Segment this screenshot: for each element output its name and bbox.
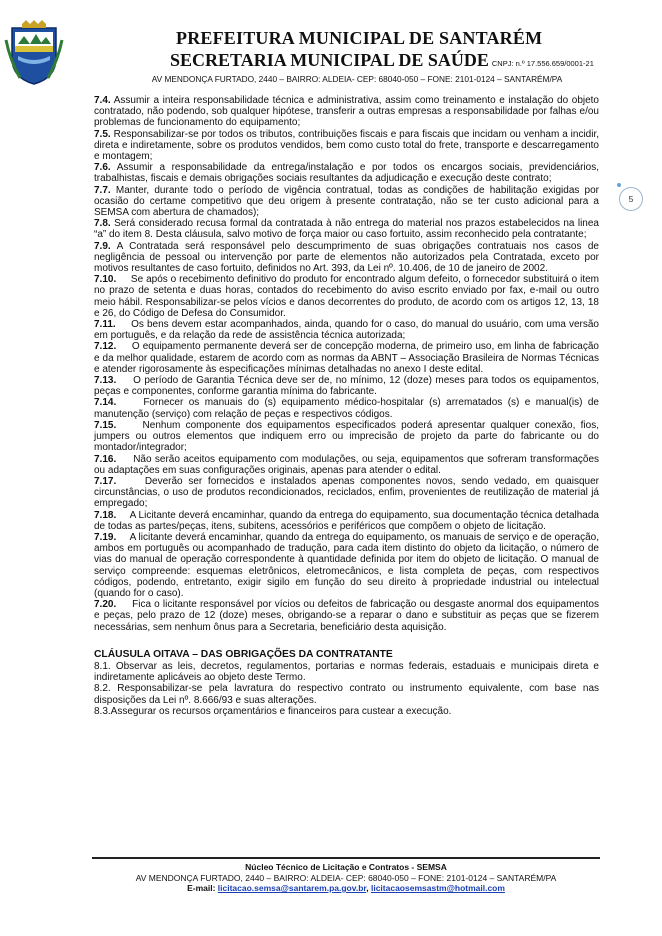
clause-text: A Contratada será responsável pelo descumprimento de suas obrigações contratuais nos casos de negligência de pessoal ou intervenção por parte de elementos não autorizados pela Contratada, exceto por motivos resultantes de caso fortuito, definidos no Art. 393, da Lei nº. 10.406, de 10 de janeiro de 2002.	[94, 240, 599, 275]
clause-text: Deverão ser fornecidos e instalados apenas componentes novos, sendo vedado, em quaisquer circunstâncias, o uso de produtos recondicionados, reciclados, enfim, provenientes de reutilização de material já empregado;	[94, 475, 599, 510]
clause-item	[94, 341, 599, 375]
clause-text: Assumir a inteira responsabilidade técnica e administrativa, assim como treinamento e instalação do objeto contratado, não podendo, sob qualquer hipótese, transferir a outras empresas a responsabilidade por falhas e/ou problemas de funcionamento do equipamento;	[94, 95, 599, 129]
municipal-crest-icon	[4, 20, 64, 86]
clause-text: Fornecer os manuais do (s) equipamento médico-hospitalar (s) arrematados (s) e manual(is) de manutenção (serviço) com relação de peças e respectivos códigos.	[94, 397, 599, 420]
clause-number: 7.10.	[94, 274, 117, 286]
section-item: 8.2. Responsabilizar-se pela lavratura do respectivo contrato ou instrumento equivalente, com base nas disposições da Lei nº. 8.666/93 e suas alterações.	[94, 683, 599, 706]
clause-item	[94, 375, 599, 397]
clause-text: Não serão aceitos equipamento com modulações, ou seja, equipamentos que sofreram transformações ou adaptações em suas configurações originais, apenas para atender o edital.	[94, 453, 599, 476]
clause-number: 7.16.	[94, 453, 117, 465]
clause-item	[94, 129, 599, 163]
email-separator: ,	[366, 883, 369, 893]
section-title: CLÁUSULA OITAVA – DAS OBRIGAÇÕES DA CONTRATANTE	[94, 648, 393, 660]
clause-item	[94, 599, 599, 633]
clause-item	[94, 162, 599, 184]
clause-number: 7.19.	[94, 531, 117, 543]
clause-number: 7.7.	[94, 184, 111, 196]
footer-department: Núcleo Técnico de Licitação e Contratos - SEMSA	[245, 862, 447, 872]
clause-number: 7.15.	[94, 419, 117, 431]
header-cnpj: CNPJ: n.º 17.556.659/0001-21	[491, 59, 594, 68]
header-secretariat: SECRETARIA MUNICIPAL DE SAÚDE	[170, 50, 489, 70]
clause-text: A Licitante deverá encaminhar, quando da entrega do equipamento, sua documentação técnica detalhada de todas as partes/peças, itens, subitens, acessórios e periféricos que compõem o objeto de licitação.	[94, 509, 599, 532]
footer	[92, 862, 600, 894]
clause-number: 7.5.	[94, 128, 111, 140]
footer-address: AV MENDONÇA FURTADO, 2440 – BAIRRO: ALDEIA- CEP: 68040-050 – FONE: 2101-0124 – SANTARÉM/PA	[135, 872, 557, 883]
clause-text: Assumir a responsabilidade da entrega/instalação e por todos os encargos sociais, previdenciários, trabalhistas, fiscais e demais obrigações sociais resultantes da adjudicação e execução deste contrato;	[94, 162, 599, 185]
clause-text: Manter, durante todo o período de vigência contratual, todas as condições de habilitação exigidas por ocasião do certame competitivo que deu origem à presente contratação, não se ter custo adicional para a SEMSA com abertura de chamados);	[94, 184, 599, 219]
header-title: PREFEITURA MUNICIPAL DE SANTARÉM	[176, 28, 543, 48]
document-body	[94, 95, 599, 717]
footer-contact	[92, 883, 600, 894]
clause-item	[94, 532, 599, 599]
page-marker-dot	[617, 183, 621, 187]
email-link-primary[interactable]: licitacao.semsa@santarem.pa.gov.br	[217, 883, 367, 893]
footer-divider	[92, 857, 600, 859]
clause-text: Responsabilizar-se por todos os tributos, contribuições fiscais e para fiscais que incidam ou venham a incidir, direta e indiretamente, sobre os produtos vendidos, bem como custo total do frete, transporte e descarregamento e montagem;	[94, 128, 599, 163]
clause-number: 7.13.	[94, 375, 117, 387]
clause-number: 7.9.	[94, 240, 111, 252]
clause-number: 7.8.	[94, 218, 111, 230]
letterhead	[92, 14, 607, 90]
clause-number: 7.18.	[94, 509, 117, 521]
clause-text: O equipamento permanente deverá ser de concepção moderna, de primeiro uso, em linha de fabricação e da melhor qualidade, estarem de acordo com as normas da ABNT – Associação Brasileira de Normas Técnicas e atender rigorosamente às especificações mínimas detalhadas no anexo I deste edital.	[94, 341, 599, 375]
clause-item	[94, 274, 599, 319]
clause-number: 7.4.	[94, 95, 111, 106]
clause-number: 7.11.	[94, 319, 116, 331]
clause-number: 7.14.	[94, 397, 117, 409]
clause-number: 7.20.	[94, 599, 117, 611]
clause-item	[94, 319, 599, 341]
section-item: 8.3.Assegurar os recursos orçamentários e financeiros para custear a execução.	[94, 705, 452, 717]
email-link-secondary[interactable]: licitacaosemsastm@hotmail.com	[370, 883, 505, 893]
section-item: 8.1. Observar as leis, decretos, regulamentos, portarias e normas federais, estaduais e municipais direta e indiretamente aplicáveis ao objeto deste Termo.	[94, 660, 599, 684]
clause-number: 7.17.	[94, 475, 117, 487]
clause-number: 7.12.	[94, 341, 117, 353]
clause-text: Fica o licitante responsável por vícios ou defeitos de fabricação ou desgaste anormal dos equipamentos e peças, pelo prazo de 12 (doze) meses, obrigando-se a reparar o dano e substituir as peças que se fizerem necessárias, sem nenhum ônus para a Secretaria, beneficiário desta aquisição.	[94, 599, 599, 633]
clause-item	[94, 218, 599, 240]
clause-text: A licitante deverá encaminhar, quando da entrega do equipamento, os manuais de serviço e de operação, ambos em português ou acompanhado de tradução, para cada item distinto do objeto da licitação, o número de vias do manual de operação correspondente à quantidade definida por item do objeto de licitação. O manual de serviço compreende: esquemas eletrônicos, eletromecânicos, e lista completa de peças, com respectivos códigos, podendo, entretanto, exigir sigilo em função do seu direito à propriedade industrial ou intelectual (quando for o caso).	[94, 531, 599, 599]
footer-email-label: E-mail:	[187, 883, 216, 893]
clause-item	[94, 510, 599, 532]
page-number: 5	[619, 187, 643, 211]
clause-item	[94, 397, 599, 419]
clause-text: Será considerado recusa formal da contratada à não entrega do material nos prazos estabelecidos na linea “a” do item 8. Desta cláusula, salvo motivo de força maior ou caso fortuito, assim reconhecido pela contratante;	[94, 218, 599, 241]
clause-number: 7.6.	[94, 162, 111, 174]
clause-item	[94, 420, 599, 454]
clause-item	[94, 241, 599, 275]
clause-text: Nenhum componente dos equipamentos especificados poderá apresentar qualquer conexão, fios, jumpers ou outros elementos que indiquem erro ou imprecisão de projeto da parte do fabricante ou do montador/integrador;	[94, 419, 599, 454]
clause-text: O período de Garantia Técnica deve ser de, no mínimo, 12 (doze) meses para todos os equipamentos, peças e componentes, conforme garantia mínima do fabricante.	[94, 375, 599, 398]
clause-item	[94, 95, 599, 129]
header-address: AV MENDONÇA FURTADO, 2440 – BAIRRO: ALDEIA- CEP: 68040-050 – FONE: 2101-0124 – SANTARÉM/PA	[151, 74, 563, 84]
clause-text: Se após o recebimento definitivo do produto for encontrado algum defeito, o fornecedor substituirá o item no prazo de setenta e duas horas, contados do recebimento do aviso escrito enviado por fax, e-mail ou outro meio hábil. Responsabilizar-se pelos vícios e danos decorrentes do produto, de acordo com os artigos 12, 13, 18 e 26, do Código de Defesa do Consumidor.	[94, 274, 599, 319]
clause-item	[94, 476, 599, 510]
header-subtitle	[170, 50, 594, 71]
clause-text: Os bens devem estar acompanhados, ainda, quando for o caso, do manual do usuário, com uma versão em português, e da relação da rede de assistência técnica autorizada;	[94, 319, 599, 342]
clause-item	[94, 185, 599, 219]
clause-item	[94, 454, 599, 476]
